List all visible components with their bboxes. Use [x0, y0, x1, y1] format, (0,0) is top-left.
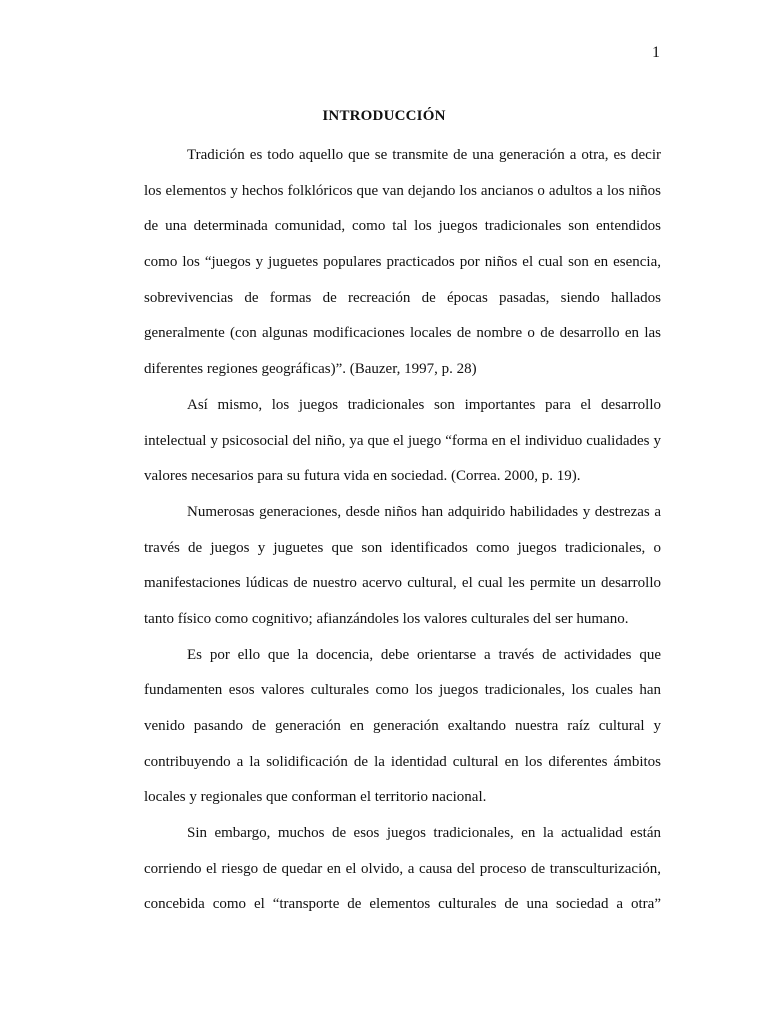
text-line: contribuyendo a la solidificación de la identidad cultural en los diferentes ámbitos: [144, 753, 661, 770]
text-line: Numerosas generaciones, desde niños han adquirido habilidades y destrezas a: [187, 503, 661, 520]
text-line: Tradición es todo aquello que se transmite de una generación a otra, es decir: [187, 147, 661, 163]
text-line: través de juegos y juguetes que son identificados como juegos tradicionales, o: [144, 539, 661, 556]
text-line: los elementos y hechos folklóricos que van dejando los ancianos o adultos a los niños: [144, 182, 661, 199]
page-title: INTRODUCCIÓN: [322, 108, 446, 124]
text-line: concebida como el “transporte de elementos culturales de una sociedad a otra”: [144, 896, 661, 913]
text-line: valores necesarios para su futura vida en sociedad. (Correa. 2000, p. 19).: [144, 468, 581, 485]
text-line: corriendo el riesgo de quedar en el olvido, a causa del proceso de transculturización,: [144, 860, 661, 877]
text-line: Así mismo, los juegos tradicionales son importantes para el desarrollo: [187, 396, 661, 413]
text-line: generalmente (con algunas modificaciones locales de nombre o de desarrollo en las: [144, 325, 661, 342]
text-line: Es por ello que la docencia, debe orientarse a través de actividades que: [187, 646, 661, 663]
document-body: [144, 138, 661, 923]
text-line: como los “juegos y juguetes populares practicados por niños el cual son en esencia,: [144, 254, 661, 271]
text-line: locales y regionales que conforman el territorio nacional.: [144, 789, 487, 806]
text-line: manifestaciones lúdicas de nuestro acervo cultural, el cual les permite un desarrollo: [144, 575, 661, 592]
text-line: intelectual y psicosocial del niño, ya que el juego “forma en el individuo cualidades y: [144, 432, 661, 449]
text-line: diferentes regiones geográficas)”. (Bauzer, 1997, p. 28): [144, 361, 477, 378]
text-line: venido pasando de generación en generación exaltando nuestra raíz cultural y: [144, 718, 661, 734]
text-line: Sin embargo, muchos de esos juegos tradicionales, en la actualidad están: [187, 825, 661, 842]
text-line: tanto físico como cognitivo; afianzándoles los valores culturales del ser humano.: [144, 610, 629, 627]
text-line: fundamenten esos valores culturales como los juegos tradicionales, los cuales han: [144, 682, 661, 699]
text-line: sobrevivencias de formas de recreación de épocas pasadas, siendo hallados: [144, 289, 661, 306]
page-number: 1: [652, 44, 660, 61]
text-line: de una determinada comunidad, como tal los juegos tradicionales son entendidos: [144, 218, 661, 235]
